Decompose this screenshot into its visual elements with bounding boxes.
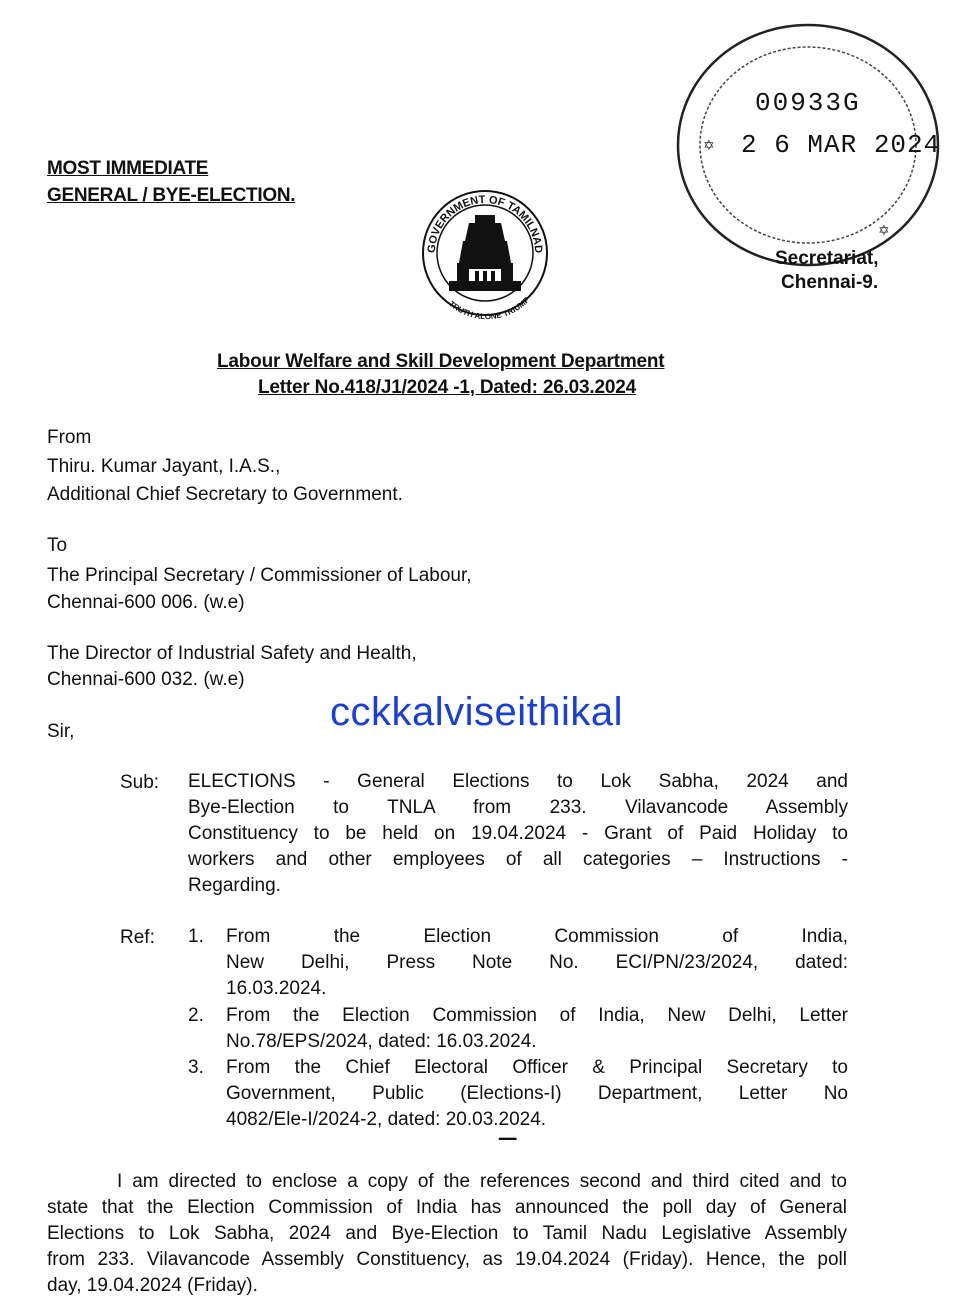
priority-label: MOST IMMEDIATE bbox=[47, 158, 209, 179]
from-label: From bbox=[47, 427, 92, 448]
reference-item bbox=[188, 1003, 848, 1055]
subject-text bbox=[188, 769, 848, 899]
recipient-1-line1: The Principal Secretary / Commissioner of Labour, bbox=[47, 565, 472, 586]
svg-text:TRUTH ALONE TRIUMPHS: TRUTH ALONE TRIUMP bbox=[447, 295, 532, 322]
stamp-date: 2 6 MAR 2024 bbox=[741, 130, 941, 160]
subject-line: Constituency to be held on 19.04.2024 - Grant of Paid Holiday to bbox=[188, 823, 848, 844]
svg-text:✡: ✡ bbox=[878, 223, 890, 239]
body-line: state that the Election Commission of India has announced the poll day of General bbox=[47, 1197, 847, 1218]
body-paragraph bbox=[47, 1169, 847, 1299]
recipient-2-line2: Chennai-600 032. (w.e) bbox=[47, 669, 245, 690]
separator: ---- bbox=[498, 1128, 516, 1149]
receipt-stamp bbox=[673, 20, 943, 270]
recipient-1-line2: Chennai-600 006. (w.e) bbox=[47, 592, 245, 613]
reference-number: 1. bbox=[188, 926, 204, 947]
watermark-text: cckkalviseithikal bbox=[330, 690, 624, 734]
body-line: Elections to Lok Sabha, 2024 and Bye-Election to Tamil Nadu Legislative Assembly bbox=[47, 1223, 847, 1244]
reference-item bbox=[188, 924, 848, 1002]
secretariat-label: Secretariat, bbox=[775, 248, 879, 269]
subject-label: Sub: bbox=[120, 772, 160, 793]
references-label: Ref: bbox=[120, 927, 155, 948]
reference-item bbox=[188, 1055, 848, 1133]
salutation: Sir, bbox=[47, 721, 75, 742]
reference-line: No.78/EPS/2024, dated: 16.03.2024. bbox=[226, 1031, 537, 1052]
body-line: I am directed to enclose a copy of the references second and third cited and to bbox=[117, 1171, 847, 1192]
svg-text:GOVERNMENT OF TAMILNADU: GOVERNMENT OF TAMILNAD bbox=[425, 193, 545, 254]
reference-number: 2. bbox=[188, 1005, 204, 1026]
reference-number: 3. bbox=[188, 1057, 204, 1078]
recipient-2-line1: The Director of Industrial Safety and Health, bbox=[47, 643, 417, 664]
body-line: day, 19.04.2024 (Friday). bbox=[47, 1275, 258, 1296]
subject-line: workers and other employees of all categories – Instructions - bbox=[188, 849, 848, 870]
reference-line: From the Election Commission of India, bbox=[226, 926, 848, 947]
to-label: To bbox=[47, 535, 68, 556]
svg-text:✡: ✡ bbox=[703, 138, 715, 154]
reference-line: Government, Public (Elections-I) Department, Letter No bbox=[226, 1083, 848, 1104]
reference-line: 16.03.2024. bbox=[226, 978, 327, 999]
reference-line: From the Chief Electoral Officer & Principal Secretary to bbox=[226, 1057, 848, 1078]
reference-line: From the Election Commission of India, New Delhi, Letter bbox=[226, 1005, 848, 1026]
subject-line: Regarding. bbox=[188, 875, 281, 896]
letter-reference: Letter No.418/J1/2024 -1, Dated: 26.03.2024 bbox=[258, 377, 636, 398]
subject-line: ELECTIONS - General Elections to Lok Sabha, 2024 and bbox=[188, 771, 848, 792]
reference-line: New Delhi, Press Note No. ECI/PN/23/2024, dated: bbox=[226, 952, 848, 973]
category-label: GENERAL / BYE-ELECTION. bbox=[47, 185, 296, 206]
tamil-nadu-emblem bbox=[413, 181, 558, 331]
from-name: Thiru. Kumar Jayant, I.A.S., bbox=[47, 456, 281, 477]
department-title: Labour Welfare and Skill Development Department bbox=[217, 351, 665, 372]
from-designation: Additional Chief Secretary to Government. bbox=[47, 484, 403, 505]
body-line: from 233. Vilavancode Assembly Constituency, as 19.04.2024 (Friday). Hence, the poll bbox=[47, 1249, 847, 1270]
subject-line: Bye-Election to TNLA from 233. Vilavancode Assembly bbox=[188, 797, 848, 818]
stamp-number: 00933G bbox=[755, 88, 861, 118]
city-label: Chennai-9. bbox=[781, 272, 879, 293]
reference-line: 4082/Ele-I/2024-2, dated: 20.03.2024. bbox=[226, 1109, 547, 1130]
